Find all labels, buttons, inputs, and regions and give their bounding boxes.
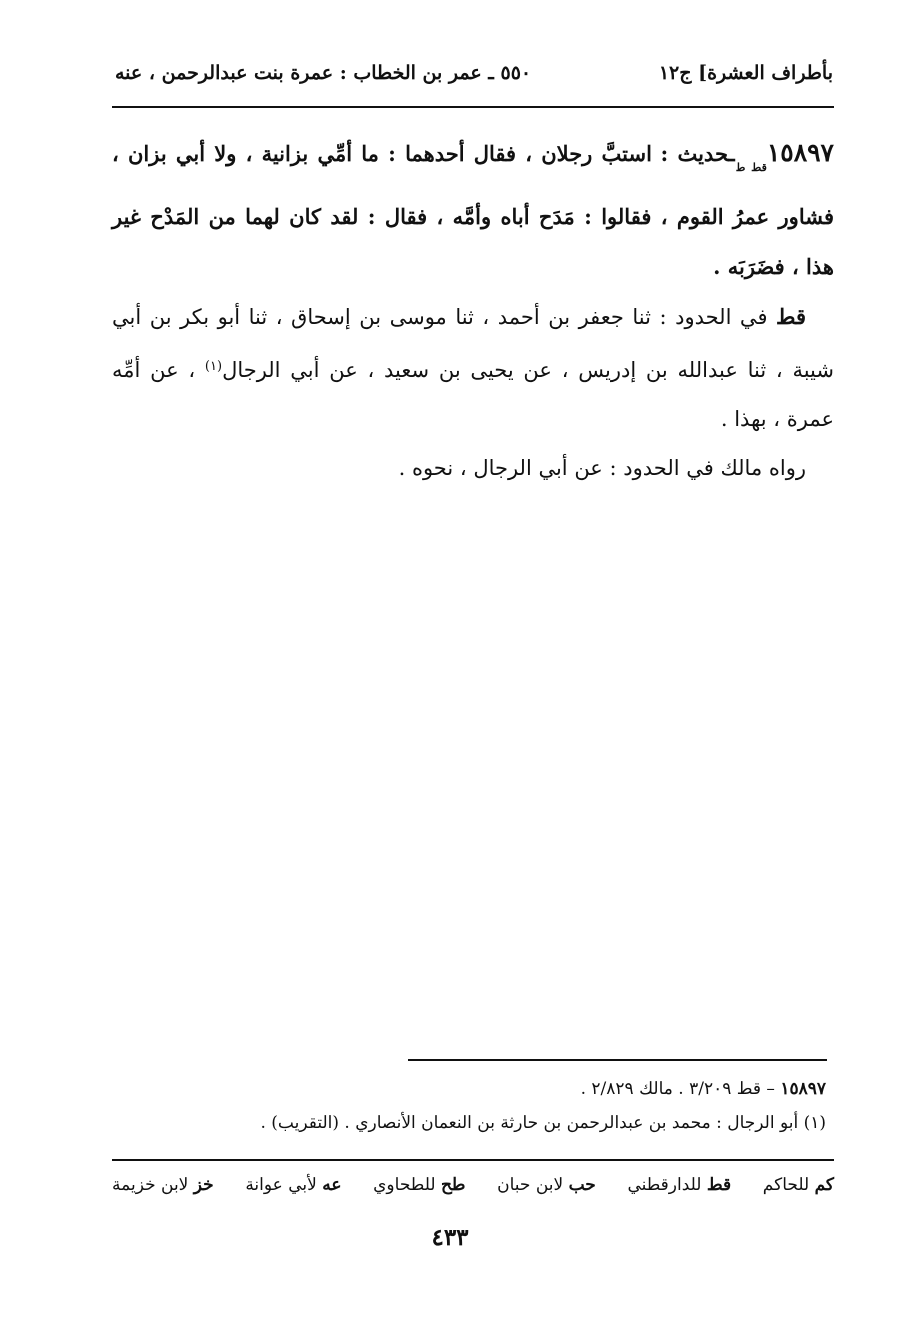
footnotes [150, 1072, 826, 1140]
footnote-sources: – قط ٣/٢٠٩ . مالك ٢/٨٢٩ . [580, 1079, 775, 1099]
footnote-marker: (١) [204, 359, 223, 374]
abbreviation-code: عه [322, 1175, 342, 1195]
hadith-number-text: ١٥٨٩٧ [766, 138, 834, 167]
isnad-chain-part1: في الحدود : ثنا جعفر بن أحمد ، ثنا موسى بن إسحاق ، ثنا أبو بكر بن أبي شيبة ، ثنا عبدالله بن إدريس ، عن يحيى بن سعيد ، عن أبي الرجال [112, 305, 834, 382]
abbreviation-item [112, 1175, 214, 1205]
footnote-divider [408, 1059, 827, 1061]
abbreviation-item [373, 1175, 465, 1205]
page-number: ٤٣٣ [431, 1224, 469, 1251]
abbreviation-code: حب [568, 1175, 596, 1195]
abbreviation-name: للطحاوي [373, 1175, 436, 1195]
header-volume-title: بأطراف العشرة] ج١٢ [658, 62, 833, 84]
abbreviations-legend [112, 1175, 834, 1205]
main-text [112, 128, 834, 493]
abbreviations-divider [112, 1159, 834, 1161]
abbreviation-name: للدارقطني [627, 1175, 702, 1195]
abbreviation-name: لأبي عوانة [245, 1175, 317, 1195]
malik-text: رواه مالك في الحدود : عن أبي الرجال ، نحوه . [398, 456, 806, 480]
footnote-1: (١) أبو الرجال : محمد بن عبدالرحمن بن حارثة بن النعمان الأنصاري . (التقريب) . [260, 1113, 826, 1133]
abbreviation-item [497, 1175, 596, 1205]
abbreviation-code: كم [814, 1175, 834, 1195]
abbreviation-code: خز [193, 1175, 214, 1195]
abbreviation-name: لابن حبان [497, 1175, 564, 1195]
abbreviation-code: قط [706, 1175, 732, 1195]
isnad-chain-part2: ، عن أمِّه عمرة ، بهذا . [112, 358, 834, 431]
abbreviation-item [245, 1175, 341, 1205]
footnote-reference-line [150, 1072, 826, 1106]
abbreviation-item [763, 1175, 834, 1205]
hadith-paragraph [112, 128, 834, 292]
footnote-hadith-number: ١٥٨٩٧ [780, 1079, 826, 1099]
header-divider [112, 106, 834, 108]
isnad-paragraph [112, 292, 834, 444]
header-chapter-title: ٥٥٠ ـ عمر بن الخطاب : عمرة بنت عبدالرحمن ، عنه [115, 62, 532, 84]
hadith-matn: استبَّ رجلان ، فقال أحدهما : ما أمِّي بزانية ، ولا أبي بزان ، فشاور عمرُ القوم ، فقالوا : مَدَح أباه وأمَّه ، فقال : لقد كان لهما من المَدْح غير هذا ، فضَرَبَه . [112, 141, 834, 279]
abbreviation-name: للحاكم [762, 1175, 810, 1195]
abbreviation-code: طح [440, 1175, 466, 1195]
isnad-source-code: قط [776, 304, 806, 329]
abbreviation-name: لابن خزيمة [112, 1175, 189, 1195]
hadith-label: ـحديث : [660, 141, 735, 166]
abbreviation-item [627, 1175, 731, 1205]
hadith-sigla: قط ط [736, 161, 767, 174]
malik-paragraph [112, 444, 834, 493]
running-header [115, 62, 833, 96]
hadith-number [735, 138, 834, 174]
